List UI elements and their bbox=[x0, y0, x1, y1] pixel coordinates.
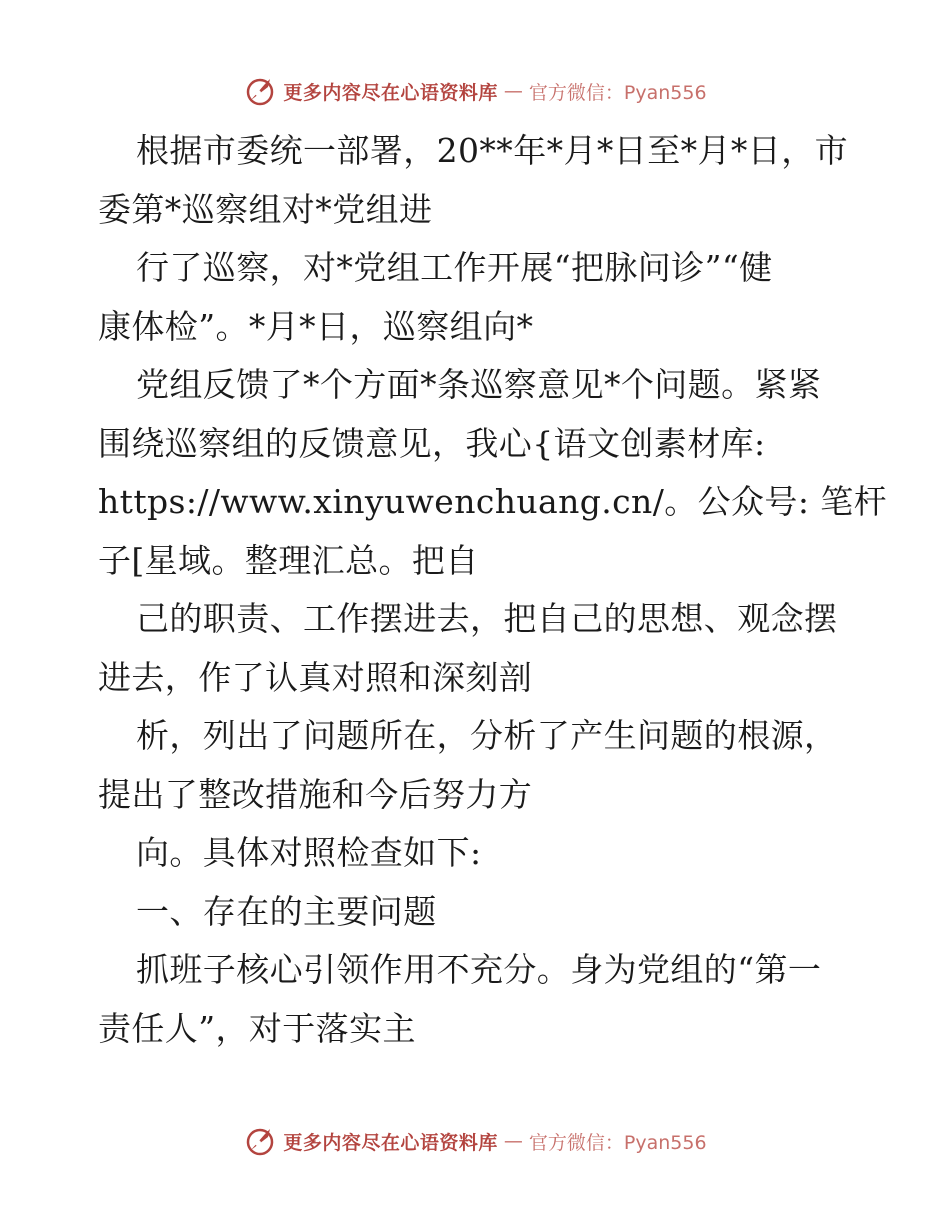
watermark-contact: 官方微信：Pyan556 bbox=[528, 81, 707, 104]
body-line: 责任人”，对于落实主 bbox=[98, 1008, 416, 1048]
footer-watermark bbox=[0, 1124, 950, 1158]
watermark-title: 更多内容尽在心语资料库 bbox=[283, 1131, 498, 1154]
body-line: 向。具体对照检查如下: bbox=[136, 833, 482, 872]
body-line: 康体检”。*月*日，巡察组向* bbox=[98, 306, 534, 346]
body-line: 析，列出了问题所在，分析了产生问题的根源， bbox=[136, 716, 838, 755]
document-body bbox=[98, 122, 888, 1058]
body-line: 提出了整改措施和今后努力方 bbox=[98, 774, 533, 814]
body-line: 党组反馈了*个方面*条巡察意见*个问题。紧紧 bbox=[136, 365, 822, 404]
body-line: https://www.xinyuwenchuang.cn/。公众号: 笔杆 bbox=[98, 482, 888, 521]
body-line: 进去，作了认真对照和深刻剖 bbox=[98, 657, 533, 697]
watermark-separator: — bbox=[503, 80, 523, 102]
watermark-title: 更多内容尽在心语资料库 bbox=[283, 81, 498, 104]
body-line: 围绕巡察组的反馈意见，我心{语文创素材库: bbox=[98, 423, 766, 463]
quill-logo-icon bbox=[243, 74, 277, 108]
watermark-contact: 官方微信：Pyan556 bbox=[528, 1131, 707, 1154]
body-line: 子[星域。整理汇总。把自 bbox=[98, 540, 479, 580]
quill-logo-icon bbox=[243, 1124, 277, 1158]
section-heading: 一、存在的主要问题 bbox=[136, 891, 437, 931]
watermark-separator: — bbox=[503, 1130, 523, 1152]
body-line: 抓班子核心引领作用不充分。身为党组的“第一 bbox=[136, 950, 822, 989]
header-watermark bbox=[0, 74, 950, 108]
body-line: 根据市委统一部署，20**年*月*日至*月*日，市 bbox=[136, 131, 848, 170]
body-line: 行了巡察，对*党组工作开展“把脉问诊”“健 bbox=[136, 248, 773, 287]
body-line: 委第*巡察组对*党组进 bbox=[98, 189, 433, 229]
body-line: 己的职责、工作摆进去，把自己的思想、观念摆 bbox=[136, 599, 838, 638]
